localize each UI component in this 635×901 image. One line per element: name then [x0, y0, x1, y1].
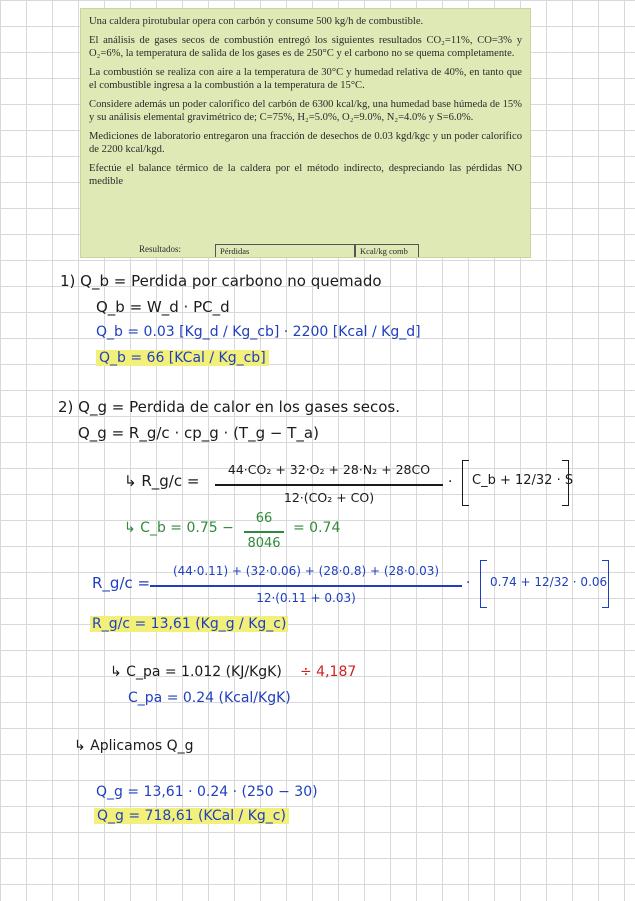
problem-p2: El análisis de gases secos de combustión entregó los siguientes resultados CO₂=11%, CO=3% y O₂=6%, la temperatura de salida de los gases es de 250°C y el carbono no se quema completamente.: [89, 35, 522, 59]
problem-p4: Considere además un poder calorífico del carbón de 6300 kcal/kg, una humedad base húmeda de 15% y su análisis elemental gravimétrico de; C=75%, H₂=5.0%, O₂=9.0%, N₂=4.0% y S=6.0%.: [89, 99, 522, 123]
section1-formula: Q_b = W_d · PC_d: [96, 298, 230, 316]
rg-bracket-right: [562, 460, 569, 506]
rg-bracket-left: [462, 460, 469, 506]
rg-result: [90, 616, 288, 632]
apply-qg: ↳ Aplicamos Q_g: [74, 738, 194, 754]
problem-statement: [80, 8, 531, 258]
cb-frac-denominator: 8046: [247, 536, 281, 551]
rg-lhs: ↳ R_g/c =: [124, 472, 200, 490]
section1-result-text: Q_b = 66 [KCal / Kg_cb]: [96, 350, 269, 366]
rg-numerator: 44·CO₂ + 32·O₂ + 28·N₂ + 28CO: [227, 462, 431, 477]
rg-subst-bar: [150, 585, 462, 587]
rg-result-label: R_g/c = 13,61 (Kg_g / Kg_c): [92, 616, 287, 632]
rg-subst-lhs: R_g/c =: [92, 574, 151, 592]
cb-frac-numerator: 66: [255, 511, 273, 526]
rg-subst-dot: ·: [466, 575, 471, 591]
rg-subst-bracket-right: [602, 560, 609, 608]
qg-result: [94, 808, 289, 824]
cpa-line: ↳ C_pa = 1.012 (KJ/KgK): [110, 664, 282, 680]
section1-substitution: Q_b = 0.03 [Kg_d / Kg_cb] · 2200 [Kcal / Kg_d]: [96, 324, 421, 340]
rg-subst-numerator: (44·0.11) + (32·0.06) + (28·0.8) + (28·0.03): [172, 564, 440, 578]
rg-denominator: 12·(CO₂ + CO): [283, 490, 375, 505]
problem-p3: La combustión se realiza con aire a la temperatura de 30°C y humedad relativa de 40%, en tanto que el combustible ingresa a la combustión a la temperatura de 15°C.: [89, 67, 522, 91]
problem-p6: Efectúe el balance térmico de la caldera por el método indirecto, despreciando las pérdidas NO medible: [89, 163, 522, 187]
cb-frac-bar: [244, 531, 284, 533]
results-label: Resultados:: [139, 244, 181, 254]
qg-result-text: Q_g = 718,61 (KCal / Kg_c): [94, 808, 289, 824]
rg-subst-bracket-left: [480, 560, 487, 608]
rg-fraction-bar: [215, 484, 443, 486]
cb-result: = 0.74: [293, 520, 341, 536]
problem-p5: Mediciones de laboratorio entregaron una fracción de desechos de 0.03 kgd/kgc y un poder calorífico de 2200 kcal/kgd.: [89, 131, 522, 155]
section2-title: 2) Q_g = Perdida de calor en los gases secos.: [58, 398, 400, 416]
section2-formula: Q_g = R_g/c · cp_g · (T_g − T_a): [78, 424, 319, 442]
problem-p1: Una caldera pirotubular opera con carbón y consume 500 kg/h de combustible.: [89, 16, 424, 27]
rg-subst-denominator: 12·(0.11 + 0.03): [256, 591, 356, 605]
cpa-result: C_pa = 0.24 (Kcal/KgK): [128, 690, 291, 706]
results-col-losses: Pérdidas: [215, 244, 355, 257]
cpa-conversion: ÷ 4,187: [300, 664, 357, 680]
rg-subst-bracket-content: 0.74 + 12/32 · 0.06: [490, 575, 608, 589]
results-table: [81, 243, 530, 257]
cb-lhs: ↳ C_b = 0.75 −: [124, 520, 234, 536]
section1-result: [96, 350, 269, 366]
section1-title: 1) Q_b = Perdida por carbono no quemado: [60, 272, 382, 290]
rg-dot: ·: [448, 474, 453, 490]
rg-bracket-content: C_b + 12/32 · S: [472, 473, 574, 488]
results-col-units: Kcal/kg comb: [355, 244, 419, 257]
qg-substitution: Q_g = 13,61 · 0.24 · (250 − 30): [96, 784, 318, 800]
